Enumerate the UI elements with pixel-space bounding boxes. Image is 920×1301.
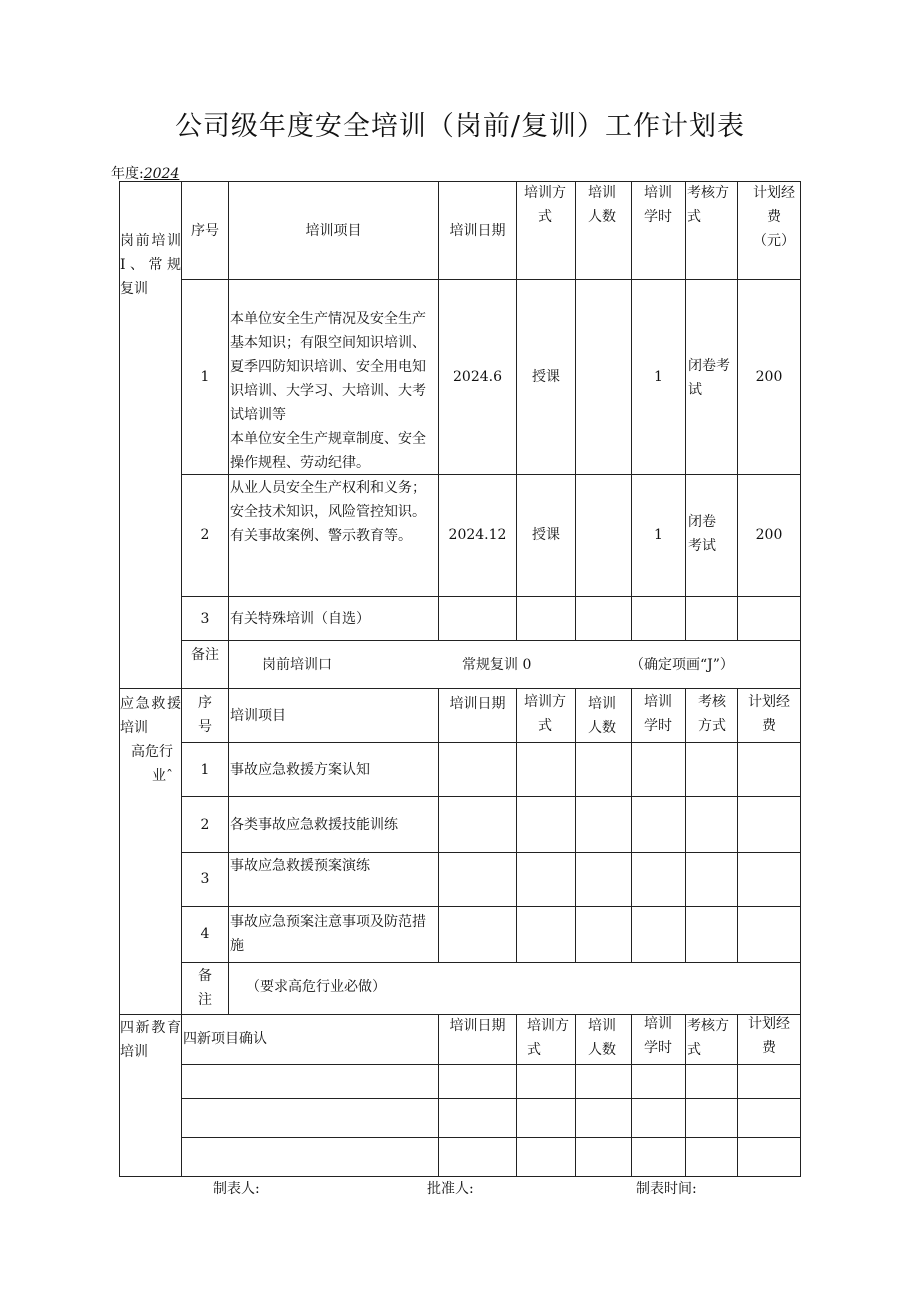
s2-header-cost: 计划经费	[748, 694, 790, 734]
s2-row4-seq: 4	[200, 926, 210, 942]
s3-header-count: 培训人数	[588, 1018, 616, 1058]
document-title: 公司级年度安全培训（岗前/复训）工作计划表	[174, 111, 746, 142]
s1-header-item: 培训项目	[305, 223, 362, 239]
s1-header-hours: 培训学时	[644, 185, 672, 225]
s2-row3-seq: 3	[200, 871, 210, 887]
s1-row2-cost: 200	[755, 527, 783, 543]
s2-note-text: （要求高危行业必做）	[246, 979, 386, 995]
s1-row1-hours: 1	[654, 369, 663, 385]
s1-row2-assess: 闭卷考试	[688, 514, 716, 554]
s2-header-date: 培训日期	[449, 696, 506, 712]
s1-header-seq: 序号	[191, 223, 219, 239]
s1-note-a: 岗前培训口	[262, 657, 332, 673]
s1-header-assess: 考核方式	[687, 185, 729, 225]
s1-row1-method: 授课	[532, 369, 560, 385]
footer-approver: 批准人:	[427, 1181, 474, 1197]
s2-row1-seq: 1	[200, 762, 210, 778]
year-value: 2024	[143, 166, 180, 182]
s3-header-assess: 考核方式	[687, 1018, 729, 1058]
footer-time: 制表时间:	[636, 1181, 697, 1197]
s2-header-assess: 考核方式	[698, 694, 726, 734]
s1-row1-date: 2024.6	[453, 369, 502, 385]
s1-row1-item: 本单位安全生产情况及安全生产基本知识；有限空间知识培训、夏季四防知识培训、安全用电知识培训、大学习、大培训、大考试培训等 本单位安全生产规章制度、安全操作规程、劳动纪律。	[230, 311, 426, 471]
section2-label-part2: 高危行业ˆ	[131, 744, 173, 784]
s2-header-method: 培训方式	[524, 694, 566, 734]
footer-maker: 制表人:	[213, 1181, 260, 1197]
s1-row1-assess: 闭卷考试	[688, 358, 730, 398]
year-label: 年度:	[111, 166, 144, 182]
s1-header-cost: 计划经费（元）	[753, 185, 795, 249]
s1-row1-cost: 200	[755, 369, 783, 385]
s2-header-item: 培训项目	[230, 708, 286, 724]
section2-label: 应急救援培训	[120, 696, 181, 736]
s1-row2-seq: 2	[200, 527, 210, 543]
s2-row4-item: 事故应急预案注意事项及防范措施	[230, 914, 426, 954]
s2-header-hours: 培训学时	[644, 694, 672, 734]
s1-header-method: 培训方式	[524, 185, 566, 225]
s3-header-item: 四新项目确认	[183, 1031, 267, 1047]
s2-header-seq: 序号	[198, 695, 212, 735]
section2-label-sub	[120, 740, 181, 788]
s1-note-label: 备注	[191, 647, 219, 663]
section3-label: 四新教育培训	[120, 1020, 181, 1060]
s1-row2-date: 2024.12	[448, 527, 507, 543]
s2-note-label: 备注	[198, 968, 212, 1008]
s1-row2-hours: 1	[654, 527, 663, 543]
s3-header-date: 培训日期	[449, 1018, 506, 1034]
s1-row2-method: 授课	[532, 527, 560, 543]
s3-header-hours: 培训学时	[644, 1016, 672, 1056]
s1-note-b: 常规复训 0	[462, 657, 532, 673]
s1-row3-item: 有关特殊培训（自选）	[230, 611, 370, 627]
s2-row2-item: 各类事故应急救援技能训练	[230, 817, 398, 833]
s1-row3-seq: 3	[200, 611, 210, 627]
s1-row1-seq: 1	[200, 369, 210, 385]
section1-label: 岗前培训I、常规复训	[120, 233, 181, 297]
s3-header-method: 培训方式	[527, 1018, 569, 1058]
s2-row3-item: 事故应急救援预案演练	[230, 858, 370, 874]
s1-header-date: 培训日期	[449, 223, 506, 239]
s2-row1-item: 事故应急救援方案认知	[230, 762, 370, 778]
s2-header-count: 培训人数	[588, 696, 616, 736]
s2-row2-seq: 2	[200, 817, 210, 833]
s1-row2-item: 从业人员安全生产权利和义务；安全技术知识，风险管控知识。有关事故案例、警示教育等。	[230, 480, 426, 544]
s1-note-c: （确定项画“J”）	[630, 657, 734, 673]
s3-header-cost: 计划经费	[748, 1016, 790, 1056]
s1-header-count: 培训人数	[588, 185, 616, 225]
